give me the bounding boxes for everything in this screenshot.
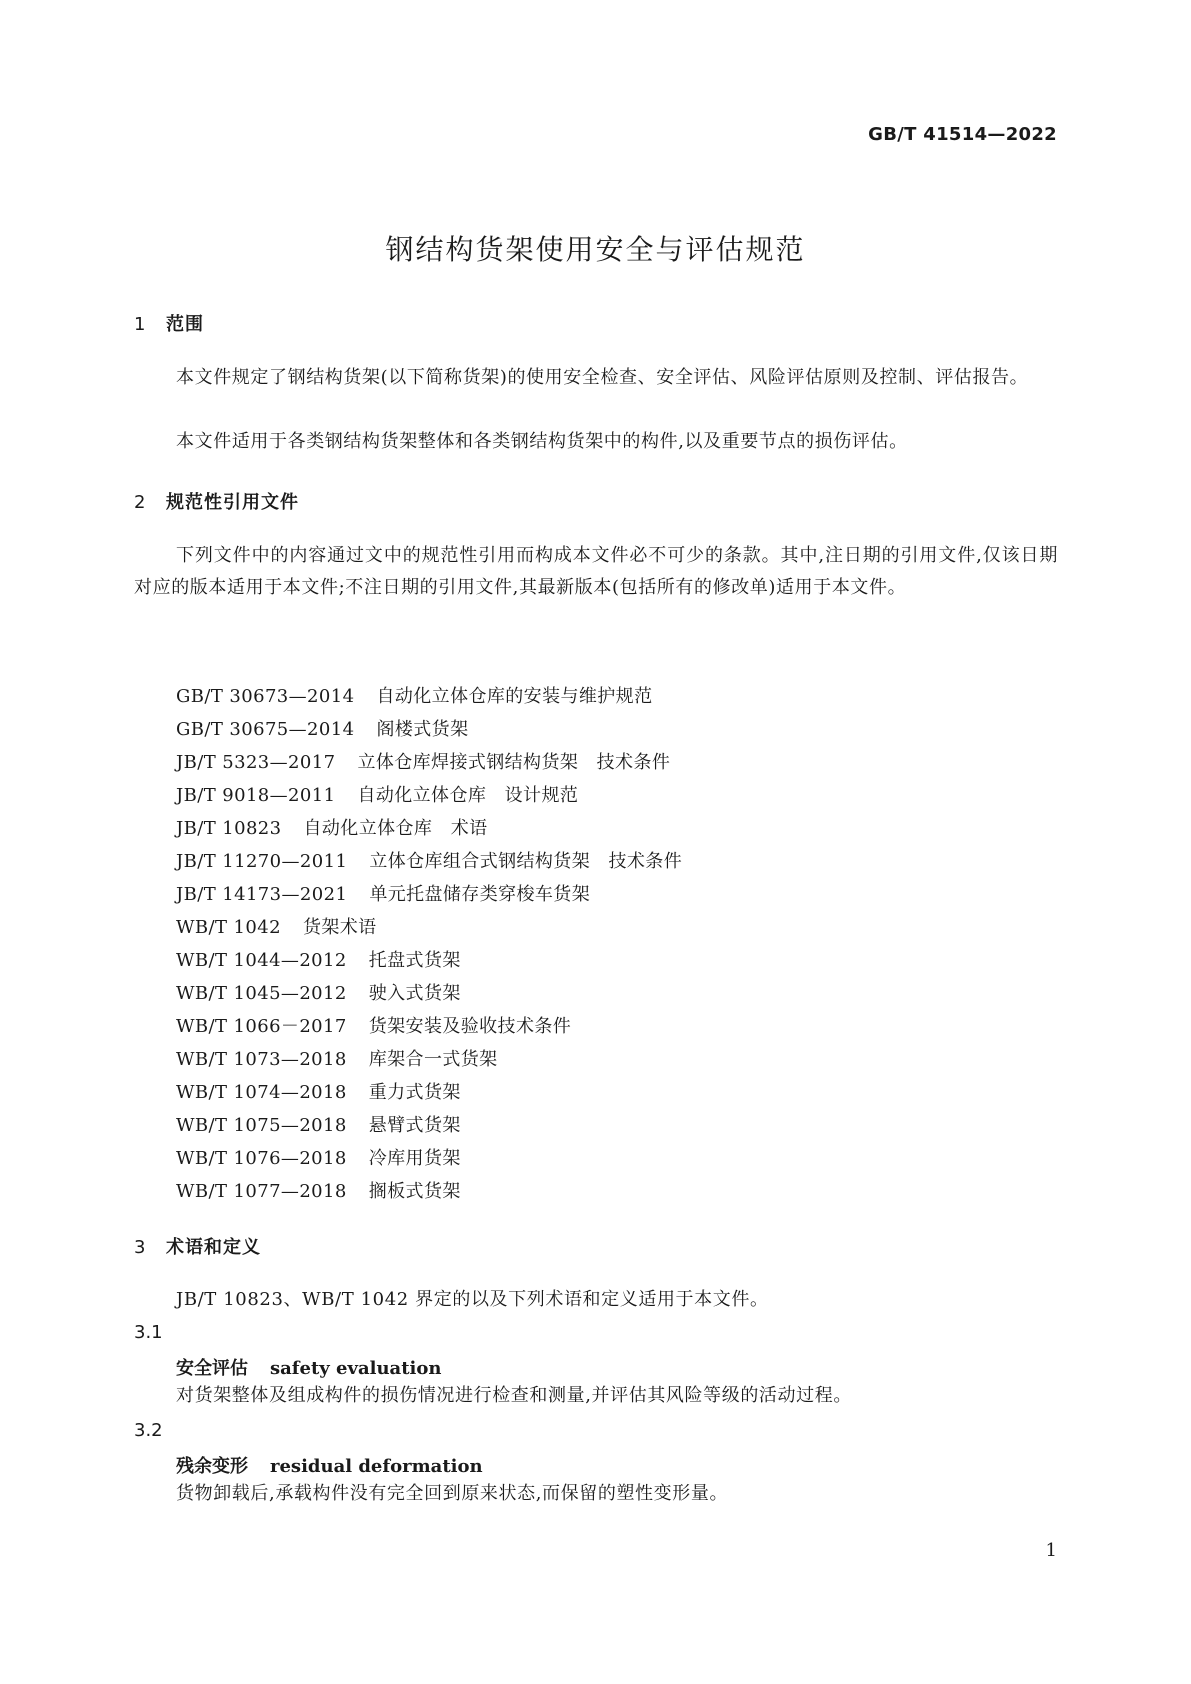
reference-code: WB/T 1076—2018: [176, 1148, 347, 1169]
reference-title: 驶入式货架: [368, 983, 461, 1004]
section-title: 范围: [166, 314, 204, 335]
term-definition: 货物卸载后,承载构件没有完全回到原来状态,而保留的塑性变形量。: [176, 1483, 729, 1504]
reference-title: 单元托盘储存类穿梭车货架: [369, 884, 591, 905]
term-english: safety evaluation: [270, 1358, 442, 1379]
reference-title: 自动化立体仓库 术语: [303, 818, 488, 839]
reference-item: [176, 779, 682, 812]
reference-code: WB/T 1045—2012: [176, 983, 347, 1004]
reference-code: WB/T 1074—2018: [176, 1082, 347, 1103]
document-title: 钢结构货架使用安全与评估规范: [385, 233, 806, 266]
reference-title: 货架安装及验收技术条件: [368, 1016, 572, 1037]
terms-intro-paragraph: JB/T 10823、WB/T 1042 界定的以及下列术语和定义适用于本文件。: [176, 1289, 769, 1310]
reference-item: [176, 746, 682, 779]
reference-title: 立体仓库组合式钢结构货架 技术条件: [369, 851, 683, 872]
reference-title: 库架合一式货架: [368, 1049, 498, 1070]
section-number: 1: [134, 314, 147, 335]
term-english: residual deformation: [270, 1456, 483, 1477]
reference-code: GB/T 30675—2014: [176, 719, 355, 740]
term-number: 3.2: [134, 1420, 163, 1441]
reference-code: WB/T 1044—2012: [176, 950, 347, 971]
reference-title: 搁板式货架: [368, 1181, 461, 1202]
reference-code: WB/T 1077—2018: [176, 1181, 347, 1202]
references-intro-paragraph: 下列文件中的内容通过文中的规范性引用而构成本文件必不可少的条款。其中,注日期的引用文件,仅该日期对应的版本适用于本文件;不注日期的引用文件,其最新版本(包括所有的修改单)适用于本文件。: [134, 545, 1058, 598]
section-title: 规范性引用文件: [166, 492, 299, 513]
reference-item: [176, 1175, 682, 1208]
normative-references-list: [176, 680, 682, 1208]
scope-paragraph-2: 本文件适用于各类钢结构货架整体和各类钢结构货架中的构件,以及重要节点的损伤评估。: [176, 431, 908, 452]
reference-item: [176, 1109, 682, 1142]
reference-item: [176, 878, 682, 911]
section-2-heading: [134, 488, 299, 514]
reference-code: JB/T 5323—2017: [176, 752, 336, 773]
term-heading: [176, 1452, 483, 1478]
reference-item: [176, 680, 682, 713]
term-chinese: 安全评估: [176, 1358, 248, 1379]
scope-paragraph-1: 本文件规定了钢结构货架(以下简称货架)的使用安全检查、安全评估、风险评估原则及控制、评估报告。: [176, 367, 1029, 388]
reference-title: 立体仓库焊接式钢结构货架 技术条件: [357, 752, 671, 773]
reference-title: 货架术语: [302, 917, 377, 938]
reference-item: [176, 1010, 682, 1043]
term-chinese: 残余变形: [176, 1456, 248, 1477]
reference-code: JB/T 10823: [176, 818, 282, 839]
term-heading: [176, 1354, 441, 1380]
reference-code: WB/T 1075—2018: [176, 1115, 347, 1136]
reference-item: [176, 1142, 682, 1175]
term-definition: 对货架整体及组成构件的损伤情况进行检查和测量,并评估其风险等级的活动过程。: [176, 1385, 852, 1406]
reference-title: 自动化立体仓库 设计规范: [357, 785, 579, 806]
term-number: 3.1: [134, 1322, 163, 1343]
reference-code: WB/T 1073—2018: [176, 1049, 347, 1070]
section-title: 术语和定义: [166, 1237, 261, 1258]
reference-title: 冷库用货架: [368, 1148, 461, 1169]
reference-item: [176, 1043, 682, 1076]
reference-title: 阁楼式货架: [376, 719, 469, 740]
reference-item: [176, 944, 682, 977]
section-number: 3: [134, 1237, 147, 1258]
reference-code: WB/T 1042: [176, 917, 281, 938]
reference-item: [176, 1076, 682, 1109]
reference-item: [176, 812, 682, 845]
reference-code: JB/T 9018—2011: [176, 785, 336, 806]
page-number: 1: [1045, 1540, 1057, 1561]
section-number: 2: [134, 492, 147, 513]
reference-code: JB/T 11270—2011: [176, 851, 348, 872]
reference-code: GB/T 30673—2014: [176, 686, 355, 707]
section-3-heading: [134, 1233, 261, 1259]
reference-title: 托盘式货架: [368, 950, 461, 971]
reference-item: [176, 911, 682, 944]
reference-title: 重力式货架: [368, 1082, 461, 1103]
reference-code: JB/T 14173—2021: [176, 884, 348, 905]
reference-item: [176, 845, 682, 878]
reference-title: 自动化立体仓库的安装与维护规范: [376, 686, 653, 707]
reference-item: [176, 713, 682, 746]
section-1-heading: [134, 310, 204, 336]
reference-item: [176, 977, 682, 1010]
standard-number: GB/T 41514—2022: [868, 124, 1057, 145]
reference-title: 悬臂式货架: [368, 1115, 461, 1136]
reference-code: WB/T 1066－2017: [176, 1016, 347, 1037]
